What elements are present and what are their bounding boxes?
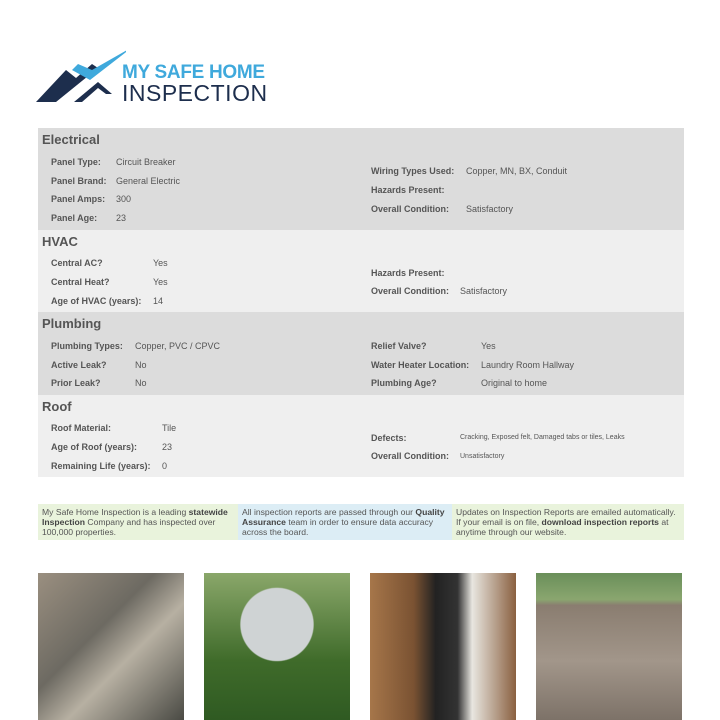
field-row — [371, 336, 684, 355]
field-label: Age of Roof (years): — [51, 442, 138, 452]
info-text: at anytime through our website. — [456, 517, 669, 537]
field-value: 0 — [162, 460, 168, 471]
field-label: Plumbing Types: — [51, 340, 123, 351]
logo-line1: MY SAFE HOME — [122, 62, 265, 83]
field-row — [371, 447, 684, 466]
info-band — [38, 504, 684, 540]
field-label: Panel Brand: — [51, 175, 107, 186]
field-label: Defects: — [371, 432, 407, 443]
field-value: Copper, PVC / CPVC — [135, 340, 221, 351]
field-label: Plumbing Age? — [371, 378, 437, 389]
info-text: All inspection reports are passed through our — [242, 507, 416, 517]
photo-strip — [0, 573, 720, 720]
info-text: My Safe Home Inspection is a leading — [42, 507, 189, 517]
field-value: Yes — [481, 340, 496, 351]
inspection-report — [38, 128, 684, 477]
logo-roof-check-icon — [36, 44, 126, 106]
field-value: Yes — [153, 258, 168, 269]
field-value: Copper, MN, BX, Conduit — [466, 166, 568, 177]
info-text: Updates on Inspection Reports are emailed automatically. If your email is on file, — [456, 507, 676, 527]
field-label: Relief Valve? — [371, 340, 427, 351]
field-row — [51, 374, 371, 393]
plumbing-photo — [370, 573, 516, 720]
field-label: Water Heater Location: — [371, 359, 470, 370]
left-column — [38, 336, 371, 393]
field-row — [371, 162, 684, 181]
field-label: Central AC? — [51, 258, 103, 269]
section-title: Roof — [42, 399, 72, 414]
info-blurb — [452, 504, 684, 540]
field-row — [51, 171, 371, 190]
field-value: Satisfactory — [466, 203, 514, 214]
field-row — [371, 282, 684, 301]
left-column — [38, 254, 371, 310]
field-label: Roof Material: — [51, 423, 112, 434]
info-text: Company and has inspected over 100,000 properties. — [42, 517, 216, 537]
field-value: 23 — [162, 442, 173, 452]
field-value: No — [135, 359, 147, 370]
info-highlight: Quality Assurance — [242, 507, 445, 527]
field-label: Central Heat? — [51, 277, 110, 287]
field-label: Wiring Types Used: — [371, 166, 455, 177]
field-row — [371, 355, 684, 374]
field-row — [371, 263, 684, 282]
info-text: team in order to ensure data accuracy across the board. — [242, 517, 434, 537]
field-label: Overall Condition: — [371, 203, 450, 214]
field-row — [371, 199, 684, 218]
section-title: Electrical — [42, 132, 100, 147]
field-row — [371, 374, 684, 393]
field-row — [51, 419, 371, 438]
field-label: Overall Condition: — [371, 286, 450, 297]
field-value: 300 — [116, 194, 132, 205]
logo — [36, 44, 266, 106]
field-label: Prior Leak? — [51, 378, 101, 389]
section-title: Plumbing — [42, 316, 102, 331]
info-highlight: download inspection reports — [541, 517, 659, 527]
field-row — [51, 209, 371, 228]
ac-unit-photo — [204, 573, 350, 720]
field-label: Panel Type: — [51, 156, 101, 167]
electrical-panel-photo — [38, 573, 184, 720]
field-label: Hazards Present: — [371, 267, 445, 278]
field-label: Active Leak? — [51, 359, 107, 370]
field-label: Hazards Present: — [371, 185, 445, 195]
field-value: No — [135, 378, 147, 389]
section-title: HVAC — [42, 234, 78, 249]
field-value: Original to home — [481, 378, 548, 389]
left-column — [38, 419, 371, 475]
field-label: Age of HVAC (years): — [51, 295, 142, 306]
right-column — [371, 254, 684, 310]
field-value: Unsatisfactory — [460, 452, 505, 460]
section-roof — [38, 395, 684, 477]
field-label: Panel Age: — [51, 213, 98, 224]
info-highlight: statewide Inspection — [42, 507, 228, 527]
roof-photo — [536, 573, 682, 720]
info-blurb — [238, 504, 452, 540]
field-row — [51, 273, 371, 292]
field-label: Overall Condition: — [371, 451, 450, 462]
field-value: 14 — [153, 295, 164, 306]
field-row — [51, 355, 371, 374]
field-row — [51, 190, 371, 209]
field-label: Remaining Life (years): — [51, 460, 151, 471]
field-label: Panel Amps: — [51, 194, 106, 205]
field-value: Circuit Breaker — [116, 156, 176, 167]
section-plumbing — [38, 312, 684, 395]
section-electrical — [38, 128, 684, 230]
field-value: 23 — [116, 213, 127, 224]
field-row — [371, 428, 684, 447]
field-value: Satisfactory — [460, 286, 508, 297]
logo-line2: INSPECTION — [122, 80, 268, 106]
right-column — [371, 419, 684, 475]
left-column — [38, 152, 371, 228]
field-row — [51, 153, 371, 172]
right-column — [371, 336, 684, 393]
field-row — [371, 181, 684, 200]
field-value: General Electric — [116, 175, 181, 186]
field-row — [51, 456, 371, 475]
field-value: Tile — [162, 423, 177, 434]
right-column — [371, 152, 684, 228]
info-blurb — [38, 504, 238, 540]
field-value: Laundry Room Hallway — [481, 359, 575, 370]
section-hvac — [38, 230, 684, 312]
field-value: Yes — [153, 277, 168, 287]
field-value: Cracking, Exposed felt, Damaged tabs or tiles, Leaks — [460, 434, 625, 442]
field-row — [51, 438, 371, 457]
field-row — [51, 291, 371, 310]
field-row — [51, 336, 371, 355]
field-row — [51, 254, 371, 273]
